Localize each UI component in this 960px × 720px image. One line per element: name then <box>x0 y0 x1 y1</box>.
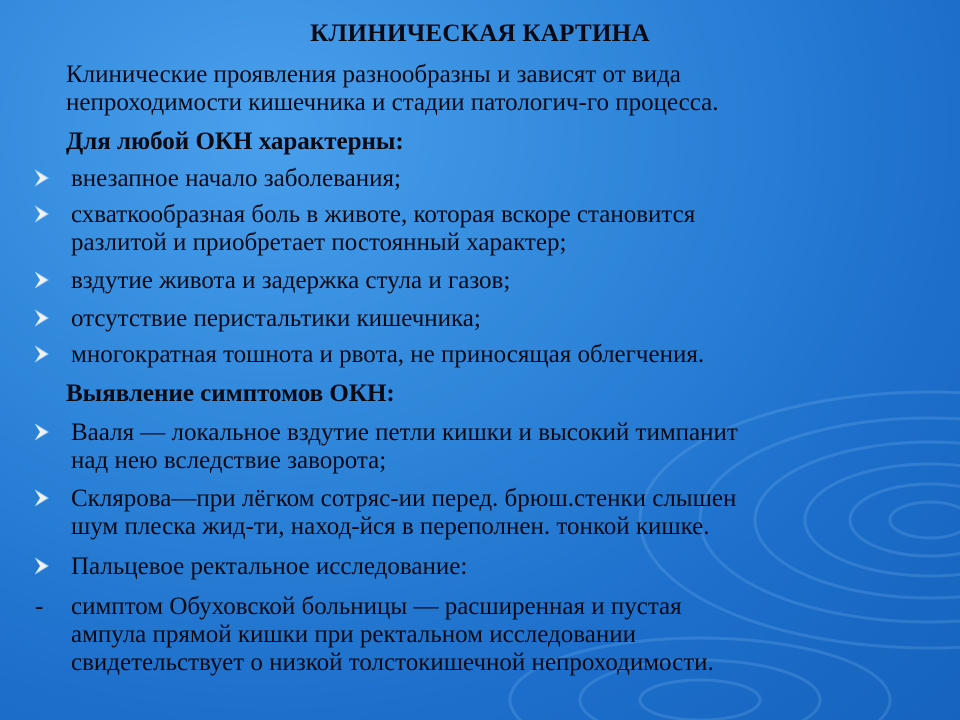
chevron-arrow-icon <box>33 422 51 442</box>
list-item-text: схваткообразная боль в животе, которая вскоре становится <box>71 201 696 228</box>
section-heading-characteristic: Для любой ОКН характерны: <box>66 128 404 155</box>
slide-title: КЛИНИЧЕСКАЯ КАРТИНА <box>310 20 650 47</box>
list-item-text: симптом Обуховской больницы — расширенная и пустая <box>71 593 682 620</box>
list-item-text: шум плеска жид-ти, наход-йся в переполнен. тонкой кишке. <box>71 513 710 540</box>
list-item-text: над нею вследствие заворота; <box>71 447 387 474</box>
list-item-text: Склярова—при лёгком сотряс-ии перед. брюш.стенки слышен <box>71 485 737 512</box>
dash-marker: - <box>35 593 44 620</box>
chevron-arrow-icon <box>33 204 51 224</box>
intro-paragraph-continued <box>66 90 719 116</box>
list-item-text: многократная тошнота и рвота, не приносящая облегчения. <box>71 341 705 368</box>
list-item-text: свидетельствует о низкой толстокишечной непроходимости. <box>71 649 714 676</box>
intro-line: Клинические проявления разнообразны и зависят от вида <box>66 61 681 88</box>
chevron-arrow-icon <box>33 168 51 188</box>
list-item-text: Вааля — локальное вздутие петли кишки и высокий тимпанит <box>71 419 738 446</box>
section-heading-symptoms: Выявление симптомов ОКН: <box>66 380 395 407</box>
list-item-text: ампула прямой кишки при ректальном исследовании <box>71 621 636 648</box>
intro-paragraph <box>66 62 681 88</box>
list-item-text: разлитой и приобретает постоянный характер; <box>71 229 567 256</box>
chevron-arrow-icon <box>33 308 51 328</box>
list-item-text: внезапное начало заболевания; <box>71 165 401 192</box>
list-item-text: отсутствие перистальтики кишечника; <box>71 305 481 332</box>
intro-line: непроходимости кишечника и стадии патологич-го процесса. <box>66 89 719 116</box>
chevron-arrow-icon <box>33 488 51 508</box>
chevron-arrow-icon <box>33 556 51 576</box>
chevron-arrow-icon <box>33 344 51 364</box>
chevron-arrow-icon <box>33 270 51 290</box>
list-item-text: Пальцевое ректальное исследование: <box>71 553 468 580</box>
list-item-text: вздутие живота и задержка стула и газов; <box>71 267 511 294</box>
